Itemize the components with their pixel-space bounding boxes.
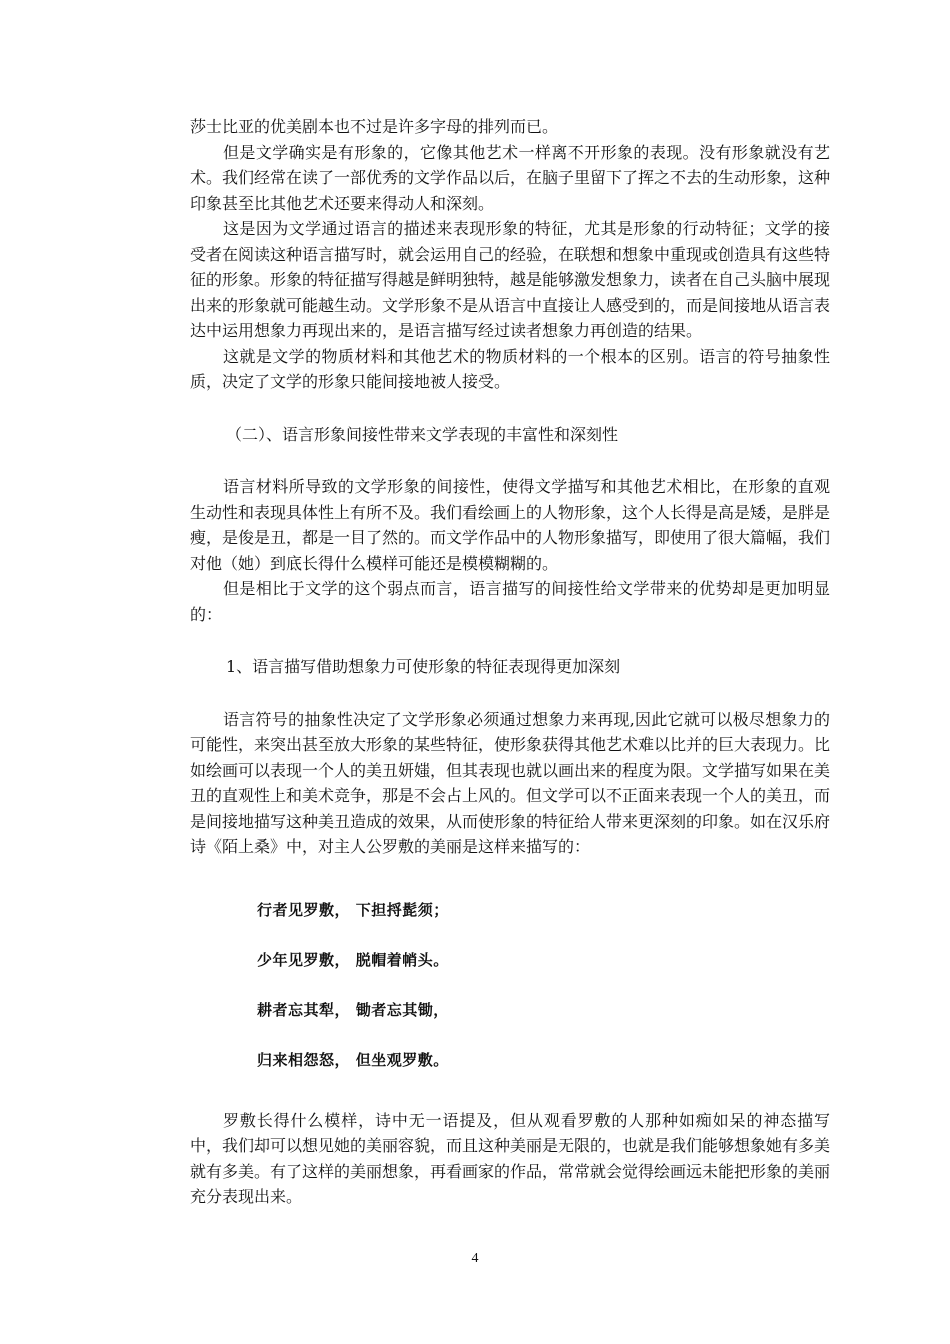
paragraph: 但是文学确实是有形象的，它像其他艺术一样离不开形象的表现。没有形象就没有艺术。我们经常在读了一部优秀的文学作品以后，在脑子里留下了挥之不去的生动形象，这种印象甚至比其他艺术还要来得动人和深刻。	[190, 142, 831, 213]
poem-line: 少年见罗敷， 脱帽着帩头。	[257, 950, 449, 969]
paragraph: 罗敷长得什么模样，诗中无一语提及，但从观看罗敷的人那种如痴如呆的神态描写中，我们却可以想见她的美丽容貌，而且这种美丽是无限的，也就是我们能够想象她有多美就有多美。有了这样的美丽想象，再看画家的作品，常常就会觉得绘画远未能把形象的美丽充分表现出来。	[190, 1110, 831, 1206]
poem-quote	[190, 900, 830, 1070]
spacer	[190, 627, 830, 654]
section-heading: （二）、语言形象间接性带来文学表现的丰富性和深刻性	[226, 424, 619, 444]
spacer	[190, 680, 830, 707]
spacer	[190, 447, 830, 474]
spacer	[190, 1070, 830, 1108]
spacer	[190, 860, 830, 900]
page-number: 4	[471, 1251, 479, 1266]
paragraph: 这是因为文学通过语言的描述来表现形象的特征，尤其是形象的行动特征；文学的接受者在阅读这种语言描写时，就会运用自己的经验，在联想和想象中重现或创造具有这些特征的形象。形象的特征描写得越是鲜明独特，越是能够激发想象力，读者在自己头脑中展现出来的形象就可能越生动。文学形象不是从语言中直接让人感受到的，而是间接地从语言表达中运用想象力再现出来的，是语言描写经过读者想象力再创造的结果。	[190, 219, 831, 340]
subsection-heading: 1、语言描写借助想象力可使形象的特征表现得更加深刻	[226, 657, 621, 676]
poem-line: 耕者忘其犁， 锄者忘其锄，	[257, 1000, 449, 1019]
paragraph: 语言符号的抽象性决定了文学形象必须通过想象力来再现,因此它就可以极尽想象力的可能性，来突出甚至放大形象的某些特征，使形象获得其他艺术难以比并的巨大表现力。比如绘画可以表现一个人的美丑妍媸，但其表现也就以画出来的程度为限。文学描写如果在美丑的直观性上和美术竞争，那是不会占上风的。但文学可以不正面来表现一个人的美丑，而是间接地描写这种美丑造成的效果，从而使形象的特征给人带来更深刻的印象。如在汉乐府诗《陌上桑》中，对主人公罗敷的美丽是这样来描写的：	[190, 709, 831, 856]
page-body	[190, 114, 830, 1210]
poem-line: 行者见罗敷， 下担捋髭须；	[257, 900, 449, 919]
paragraph: 语言材料所导致的文学形象的间接性，使得文学描写和其他艺术相比，在形象的直观生动性和表现具体性上有所不及。我们看绘画上的人物形象，这个人长得是高是矮，是胖是瘦，是俊是丑，都是一目了然的。而文学作品中的人物形象描写，即使用了很大篇幅，我们对他（她）到底长得什么模样可能还是模模糊糊的。	[190, 477, 831, 573]
spacer	[190, 395, 830, 422]
poem-line: 归来相怨怒， 但坐观罗敷。	[257, 1050, 449, 1069]
paragraph: 但是相比于文学的这个弱点而言，语言描写的间接性给文学带来的优势却是更加明显的：	[190, 579, 830, 624]
paragraph-continuation: 莎士比亚的优美剧本也不过是许多字母的排列而已。	[190, 117, 559, 136]
paragraph: 这就是文学的物质材料和其他艺术的物质材料的一个根本的区别。语言的符号抽象性质，决定了文学的形象只能间接地被人接受。	[190, 346, 830, 391]
